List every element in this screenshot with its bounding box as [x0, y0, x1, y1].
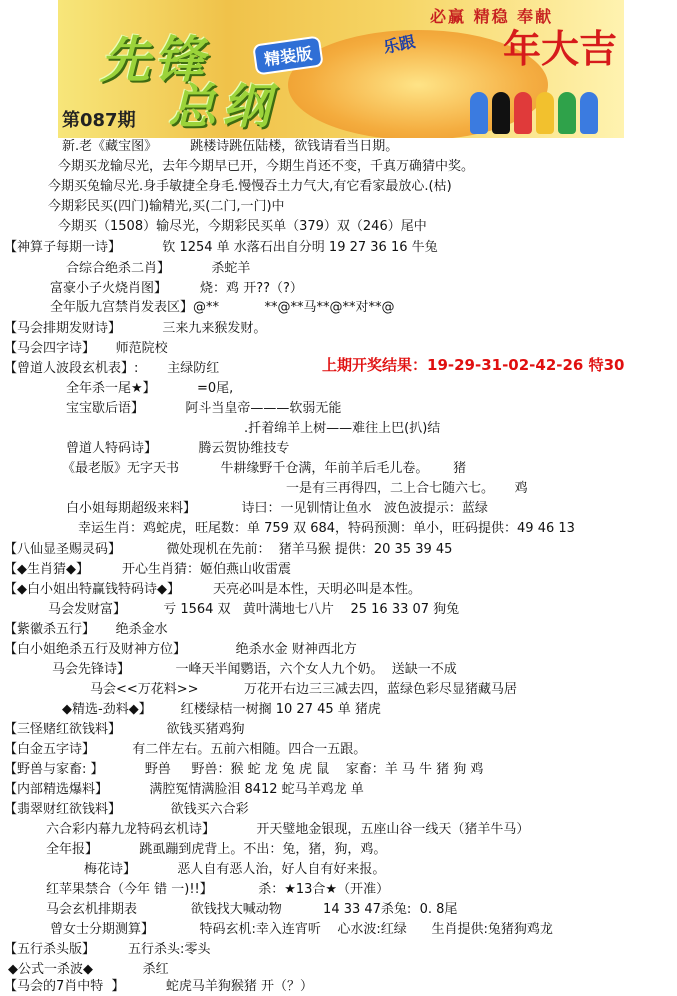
banner-big-text: 年大吉 [503, 26, 618, 71]
content-line: 今期买龙输尽光，去年今期早已开，今期生肖还不变，千真万确猜中奖。 [58, 159, 475, 174]
mascot-figure [580, 92, 598, 134]
mascot-figure [470, 92, 488, 134]
content-line: 全年报】 跳虱蹦到虎背上。不出：兔，猪，狗，鸡。 [46, 842, 387, 857]
banner-slogan: 必赢 精稳 奉献 [430, 7, 554, 26]
content-line: 【◆白小姐出特赢钱特码诗◆】 天亮必叫是本性，天明必叫是本性。 [4, 582, 422, 597]
content-line: 【野兽与家畜: 】 野兽 野兽：猴 蛇 龙 兔 虎 鼠 家畜：羊 马 牛 猪 狗 鸡 [4, 762, 484, 777]
content-line: .扦着绵羊上树——难往上巴(扒)结 [244, 421, 441, 436]
content-line: 今期买（1508）输尽光，今期彩民买单（379）双（246）尾中 [58, 219, 427, 234]
content-line: 合综合绝杀二肖】 杀蛇羊 [66, 261, 251, 276]
issue-number: 第087期 [62, 110, 136, 131]
content-line: 一是有三再得四，二上合七随六七。 鸡 [286, 481, 528, 496]
content-line: 今期买兔输尽光.身手敏捷全身毛.慢慢吞土力气大,有它看家最放心.(枯) [48, 179, 452, 194]
banner-title-line2: 总纲 [168, 79, 277, 135]
last-draw-result: 上期开奖结果：19-29-31-02-42-26 特30 [322, 356, 625, 374]
mascot-figure [536, 92, 554, 134]
banner-follow-text: 乐跟 [381, 31, 417, 58]
content-line: 曾女士分期测算】 特码玄机:幸入连宵听 心水波:红绿 生肖提供:兔猪狗鸡龙 [50, 922, 553, 937]
content-line: 【内部精选爆料】 满腔冤情满脸泪 8412 蛇马羊鸡龙 单 [4, 782, 364, 797]
content-line: 《最老版》无字天书 牛耕缘野千仓满，年前羊后毛儿卷。 猪 [62, 461, 467, 476]
content-line: 曾道人特码诗】 腾云贺协维技专 [66, 441, 290, 456]
content-line: 【白金五字诗】 有二伴左右。五前六相随。四合一五跟。 [4, 742, 367, 757]
mascot-group-image [470, 82, 620, 134]
content-line: ◆公式一杀波◆ 杀红 [8, 962, 169, 977]
content-line: 【八仙显圣赐灵码】 微处现机在先前： 猪羊马猴 提供：20 35 39 45 [4, 542, 453, 557]
content-line: 六合彩内幕九龙特码玄机诗】 开天璧地金银现，五座山谷一线天（猪羊牛马） [46, 822, 530, 837]
content-line: 马会<<万花料>> 万花开右边三三减去四，蓝绿色彩尽显猪藏马居 [90, 682, 518, 697]
content-line: 全年版九宫禁肖发表区】@** **@**马**@**对**@ [50, 300, 395, 315]
content-line: 【马会四字诗】 师范院校 [4, 341, 168, 356]
content-line: 梅花诗】 恶人自有恶人治，好人自有好来报。 [84, 862, 386, 877]
content-line: 【白小姐绝杀五行及财神方位】 绝杀水金 财神西北方 [4, 642, 357, 657]
content-line: 今期彩民买(四门)输精光,买(二门,一门)中 [48, 199, 285, 214]
content-line: 富豪小子火烧肖图】 烧：鸡 开??（?） [50, 281, 303, 296]
content-line: 【◆生肖猜◆】 开心生肖猜：姬伯燕山收雷震 [4, 562, 292, 577]
banner-title-line1: 先锋 [100, 30, 208, 89]
content-line: 宝宝歇后语】 阿斗当皇帝———软弱无能 [66, 401, 342, 416]
edition-badge: 精装版 [252, 35, 324, 75]
content-line: 白小姐每期超级来料】 诗曰：一见钏情让鱼水 波色波提示：蓝绿 [66, 501, 488, 516]
content-line: 幸运生肖：鸡蛇虎，旺尾数：单 759 双 684，特码预测：单小，旺码提供：49 46 13 [78, 521, 575, 536]
content-line: 【五行杀头版】 五行杀头:零头 [4, 942, 211, 957]
content-line: 全年杀一尾★】 =0尾, [66, 381, 234, 396]
mascot-figure [558, 92, 576, 134]
content-line: 【神算子每期一诗】 钦 1254 单 水落石出自分明 19 27 36 16 牛兔 [4, 240, 438, 255]
mascot-figure [514, 92, 532, 134]
content-line: 【翡翠财红欲钱料】 欲钱买六合彩 [4, 802, 249, 817]
content-line: 新.老《藏宝图》 跳楼诗跳伍陆楼，欲钱请看当日期。 [62, 139, 399, 154]
content-line: 【马会的7肖中特 】 蛇虎马羊狗猴猪 开（？） [4, 979, 313, 994]
content-line: 马会先锋诗】 一峰天半闻鹦语，六个女人九个奶。 送缺一不成 [52, 662, 457, 677]
header-banner [58, 0, 624, 138]
content-line: 红苹果禁合（今年 错 一)!!】 杀：★13合★（开准） [46, 882, 390, 897]
content-line: 马会发财富】 亏 1564 双 黄叶满地七八片 25 16 33 07 狗兔 [48, 602, 460, 617]
content-line: 【马会排期发财诗】 三来九来猴发财。 [4, 321, 267, 336]
content-line: 【紫徽杀五行】 绝杀金水 [4, 622, 168, 637]
mascot-figure [492, 92, 510, 134]
content-line: ◆精选-劲料◆】 红楼绿桔一树搁 10 27 45 单 猪虎 [62, 702, 381, 717]
content-line: 【三怪赌红欲钱料】 欲钱买猪鸡狗 [4, 722, 245, 737]
content-line: 马会玄机排期表 欲钱找大喊动物 14 33 47杀兔: 0. 8尾 [46, 902, 458, 917]
content-line: 【曾道人波段玄机表】: 主绿防红 [4, 361, 220, 376]
